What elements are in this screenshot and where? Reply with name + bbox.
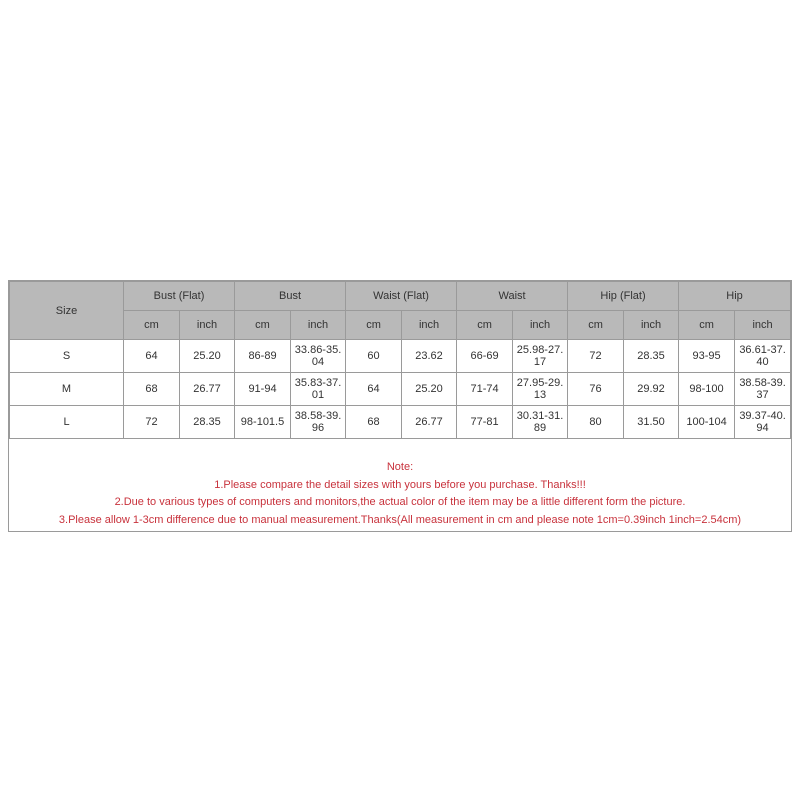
table-cell: 66-69 — [457, 340, 513, 373]
note-line: 2.Due to various types of computers and monitors,the actual color of the item may be a little different form the picture. — [114, 496, 686, 508]
table-row — [10, 373, 791, 406]
table-cell: 72 — [568, 340, 624, 373]
table-cell: 68 — [346, 406, 402, 439]
table-cell: 28.35 — [180, 406, 235, 439]
group-header: Hip — [679, 282, 791, 311]
size-chart — [8, 280, 792, 532]
table-cell — [735, 406, 791, 439]
table-cell: 91-94 — [235, 373, 291, 406]
note-line: 3.Please allow 1-3cm difference due to manual measurement.Thanks(All measurement in cm and please note 1cm=0.39inch 1inch=2.54cm) — [58, 513, 742, 526]
table-cell: 93-95 — [679, 340, 735, 373]
table-cell: 60 — [346, 340, 402, 373]
cell-text: 35.83-37.01 — [294, 377, 342, 401]
cell-text: 25.98-27.17 — [516, 344, 564, 368]
table-cell: 29.92 — [624, 373, 679, 406]
table-cell: 98-100 — [679, 373, 735, 406]
table-cell: 26.77 — [180, 373, 235, 406]
table-cell — [291, 373, 346, 406]
note-line: 1.Please compare the detail sizes with yours before you purchase. Thanks!!! — [214, 478, 586, 491]
table-cell — [735, 373, 791, 406]
table-cell: 77-81 — [457, 406, 513, 439]
table-cell: 100-104 — [679, 406, 735, 439]
table-row — [10, 406, 791, 439]
group-header: Bust (Flat) — [124, 282, 235, 311]
table-cell — [235, 406, 291, 439]
group-header: Waist (Flat) — [346, 282, 457, 311]
unit-header: cm — [457, 311, 513, 340]
unit-header: inch — [402, 311, 457, 340]
table-cell: 80 — [568, 406, 624, 439]
table-cell — [513, 373, 568, 406]
table-cell: 25.20 — [402, 373, 457, 406]
unit-header: cm — [346, 311, 402, 340]
cell-text: 39.37-40.94 — [739, 410, 786, 434]
table-cell: 72 — [124, 406, 180, 439]
group-header: Waist — [457, 282, 568, 311]
size-table — [9, 281, 791, 439]
table-row — [10, 340, 791, 373]
unit-header: inch — [513, 311, 568, 340]
table-cell: 71-74 — [457, 373, 513, 406]
table-cell: 31.50 — [624, 406, 679, 439]
note-title: Note: — [386, 461, 414, 473]
cell-text: 38.58-39.37 — [739, 377, 786, 401]
table-cell: 23.62 — [402, 340, 457, 373]
table-cell: 28.35 — [624, 340, 679, 373]
table-cell — [291, 340, 346, 373]
size-header: Size — [10, 282, 124, 340]
size-cell: M — [10, 373, 124, 406]
cell-text: 38.58-39.96 — [294, 410, 342, 434]
table-cell — [735, 340, 791, 373]
cell-text: 27.95-29.13 — [516, 377, 564, 401]
unit-header: inch — [624, 311, 679, 340]
group-header-row — [10, 282, 791, 311]
table-cell: 68 — [124, 373, 180, 406]
unit-header: cm — [679, 311, 735, 340]
table-cell: 64 — [346, 373, 402, 406]
cell-text: 33.86-35.04 — [294, 344, 342, 368]
table-cell: 86-89 — [235, 340, 291, 373]
size-cell: S — [10, 340, 124, 373]
cell-text: 98-101.5 — [240, 416, 285, 428]
notes-section — [9, 439, 791, 529]
cell-text: 36.61-37.40 — [739, 344, 786, 368]
unit-header: inch — [735, 311, 791, 340]
unit-header: inch — [291, 311, 346, 340]
cell-text: 30.31-31.89 — [516, 410, 564, 434]
group-header: Hip (Flat) — [568, 282, 679, 311]
table-cell: 26.77 — [402, 406, 457, 439]
table-cell: 64 — [124, 340, 180, 373]
table-cell — [513, 340, 568, 373]
table-cell — [291, 406, 346, 439]
unit-header: inch — [180, 311, 235, 340]
group-header: Bust — [235, 282, 346, 311]
size-cell: L — [10, 406, 124, 439]
table-cell: 25.20 — [180, 340, 235, 373]
table-cell — [513, 406, 568, 439]
unit-header: cm — [235, 311, 291, 340]
unit-header-row — [10, 311, 791, 340]
unit-header: cm — [568, 311, 624, 340]
unit-header: cm — [124, 311, 180, 340]
table-cell: 76 — [568, 373, 624, 406]
